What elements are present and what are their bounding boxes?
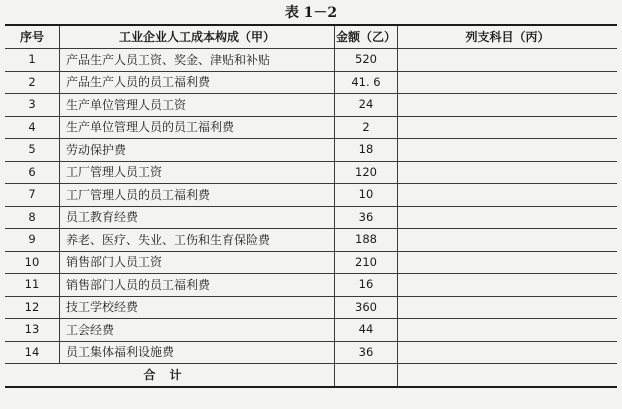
row-account[interactable] [398, 229, 618, 252]
row-amount: 24 [335, 94, 398, 117]
row-amount: 16 [335, 274, 398, 297]
row-item: 工厂管理人员的员工福利费 [60, 184, 335, 207]
table-row [5, 296, 617, 319]
table-caption: 表 1－2 [284, 5, 338, 21]
row-account[interactable] [398, 71, 618, 94]
row-item: 工会经费 [60, 319, 335, 342]
row-amount: 120 [335, 161, 398, 184]
row-amount: 520 [335, 49, 398, 72]
table-row [5, 94, 617, 117]
row-amount: 10 [335, 184, 398, 207]
table-row [5, 341, 617, 364]
header-amount: 金额（乙） [335, 25, 398, 49]
row-amount: 210 [335, 251, 398, 274]
total-amount [335, 364, 398, 387]
row-no: 13 [5, 319, 60, 342]
row-no: 5 [5, 139, 60, 162]
row-item: 产品生产人员的员工福利费 [60, 71, 335, 94]
row-item: 劳动保护费 [60, 139, 335, 162]
row-account[interactable] [398, 184, 618, 207]
row-amount: 18 [335, 139, 398, 162]
row-no: 1 [5, 49, 60, 72]
table-row [5, 139, 617, 162]
row-no: 3 [5, 94, 60, 117]
header-row [5, 25, 617, 49]
row-item: 养老、医疗、失业、工伤和生育保险费 [60, 229, 335, 252]
row-no: 8 [5, 206, 60, 229]
row-item: 生产单位管理人员工资 [60, 94, 335, 117]
row-account[interactable] [398, 296, 618, 319]
header-no: 序号 [5, 25, 60, 49]
row-no: 11 [5, 274, 60, 297]
row-amount: 36 [335, 206, 398, 229]
row-item: 员工集体福利设施费 [60, 341, 335, 364]
row-account[interactable] [398, 274, 618, 297]
table-row [5, 206, 617, 229]
row-item: 工厂管理人员工资 [60, 161, 335, 184]
row-no: 9 [5, 229, 60, 252]
row-amount: 2 [335, 116, 398, 139]
total-account[interactable] [398, 364, 618, 387]
row-item: 销售部门人员工资 [60, 251, 335, 274]
row-account[interactable] [398, 341, 618, 364]
total-label: 合计 [5, 364, 335, 387]
table-row [5, 274, 617, 297]
row-item: 生产单位管理人员的员工福利费 [60, 116, 335, 139]
row-no: 10 [5, 251, 60, 274]
row-amount: 44 [335, 319, 398, 342]
table-row [5, 49, 617, 72]
table-row [5, 229, 617, 252]
row-no: 2 [5, 71, 60, 94]
header-account: 列支科目（丙） [398, 25, 618, 49]
row-item: 产品生产人员工资、奖金、津贴和补贴 [60, 49, 335, 72]
table-row [5, 184, 617, 207]
row-account[interactable] [398, 49, 618, 72]
total-row [5, 364, 617, 387]
table-body [5, 49, 617, 387]
row-amount: 36 [335, 341, 398, 364]
row-account[interactable] [398, 116, 618, 139]
row-no: 4 [5, 116, 60, 139]
row-amount: 360 [335, 296, 398, 319]
row-account[interactable] [398, 161, 618, 184]
row-account[interactable] [398, 139, 618, 162]
table-row [5, 251, 617, 274]
row-amount: 188 [335, 229, 398, 252]
row-account[interactable] [398, 319, 618, 342]
table-row [5, 319, 617, 342]
row-account[interactable] [398, 251, 618, 274]
labor-cost-table [5, 24, 617, 388]
row-item: 技工学校经费 [60, 296, 335, 319]
row-account[interactable] [398, 94, 618, 117]
row-no: 7 [5, 184, 60, 207]
table-row [5, 161, 617, 184]
row-account[interactable] [398, 206, 618, 229]
table-row [5, 116, 617, 139]
row-item: 员工教育经费 [60, 206, 335, 229]
row-no: 6 [5, 161, 60, 184]
table-row [5, 71, 617, 94]
row-no: 14 [5, 341, 60, 364]
header-item: 工业企业人工成本构成（甲） [60, 25, 335, 49]
row-item: 销售部门人员的员工福利费 [60, 274, 335, 297]
row-amount: 41. 6 [335, 71, 398, 94]
row-no: 12 [5, 296, 60, 319]
